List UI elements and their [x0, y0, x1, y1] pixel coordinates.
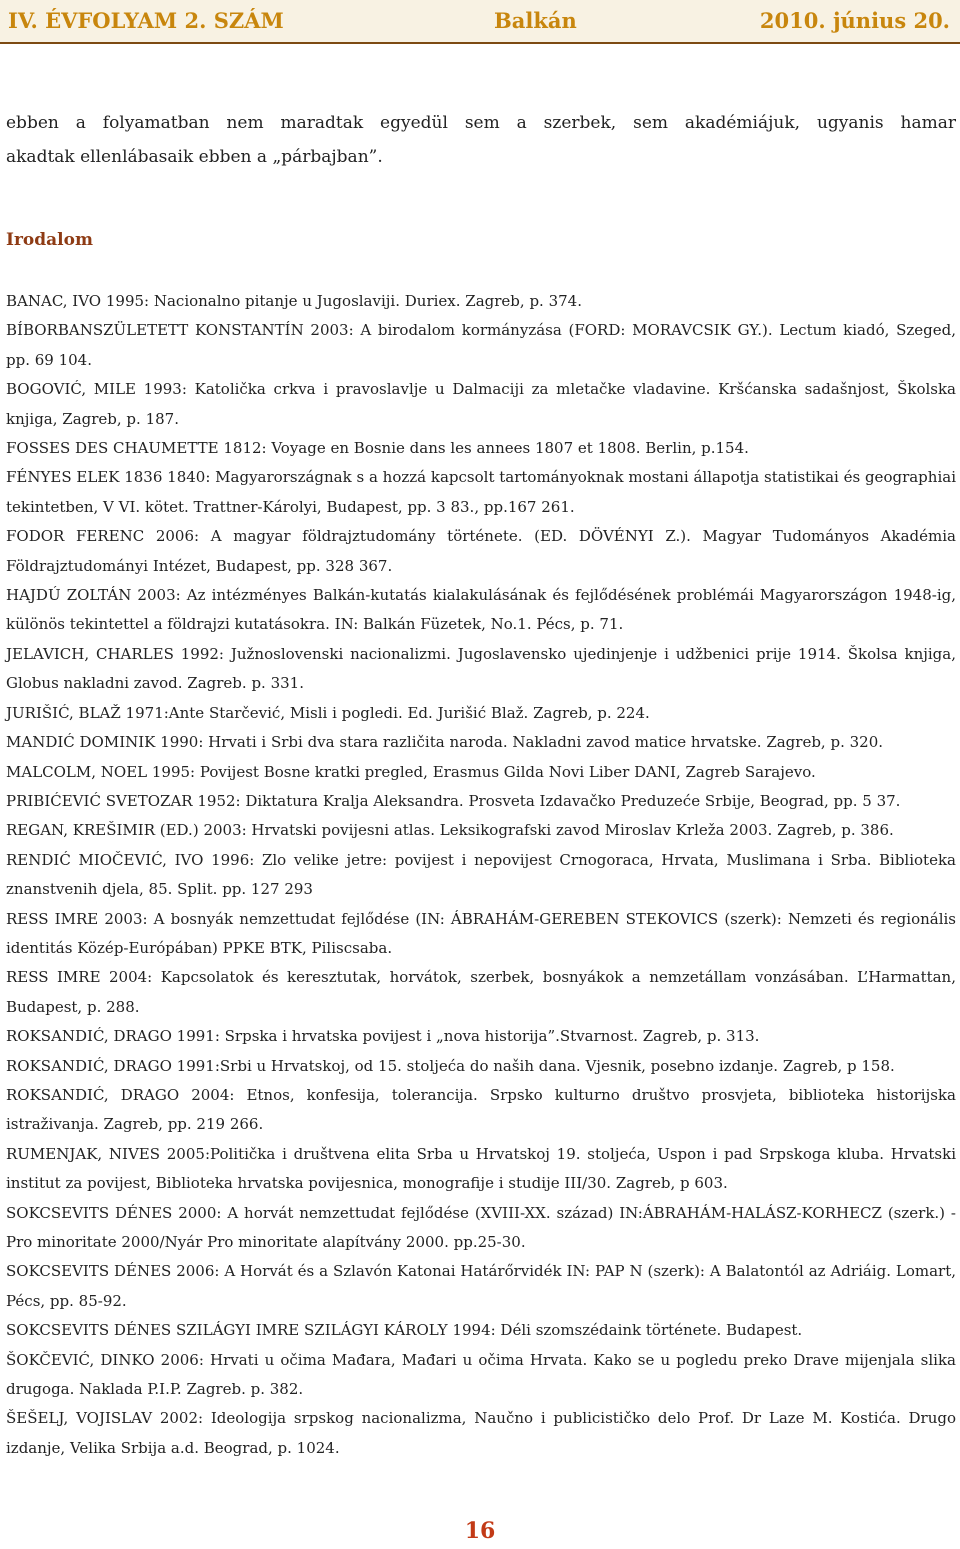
- reference-item: BANAC, IVO 1995: Nacionalno pitanje u Jugoslaviji. Duriex. Zagreb, p. 374.: [6, 292, 582, 310]
- intro-line-1: ebben a folyamatban nem maradtak egyedül sem a szerbek, sem akadémiájuk, ugyanis hamar: [6, 113, 956, 133]
- reference-item: ROKSANDIĆ, DRAGO 2004: Etnos, konfesija, tolerancija. Srpsko kulturno društvo prosvjeta, biblioteka historijska istraživanja. Zagreb, pp. 219 266.: [6, 1085, 956, 1134]
- reference-item: MALCOLM, NOEL 1995: Povijest Bosne kratki pregled, Erasmus Gilda Novi Liber DANI, Zagreb Sarajevo.: [6, 762, 816, 781]
- reference-item: ŠOKČEVIĆ, DINKO 2006: Hrvati u očima Mađara, Mađari u očima Hrvata. Kako se u pogledu preko Drave mijenjala slika drugoga. Naklada P.I.P. Zagreb. p. 382.: [6, 1350, 956, 1399]
- reference-item: ŠEŠELJ, VOJISLAV 2002: Ideologija srpskog nacionalizma, Naučno i publicističko delo Prof. Dr Laze M. Kostića. Drugo izdanje, Velika Srbija a.d. Beograd, p. 1024.: [6, 1409, 956, 1457]
- section-heading: Irodalom: [6, 230, 93, 250]
- reference-item: RUMENJAK, NIVES 2005:Politička i društvena elita Srba u Hrvatskoj 19. stoljeća, Uspon i pad Srpskoga kluba. Hrvatski institut za povijest, Biblioteka hrvatska povijesnica, monografije i studije III/30. Zagreb, p 603.: [6, 1144, 956, 1193]
- header-title: Balkán: [494, 8, 577, 33]
- reference-item: RESS IMRE 2004: Kapcsolatok és keresztutak, horvátok, szerbek, bosnyákok a nemzetállam vonzásában. L’Harmattan, Budapest, p. 288.: [6, 968, 956, 1016]
- reference-item: BÍBORBANSZÜLETETT KONSTANTÍN 2003: A birodalom kormányzása (FORD: MORAVCSIK GY.). Lectum kiadó, Szeged, pp. 69 104.: [6, 321, 956, 369]
- reference-item: FODOR FERENC 2006: A magyar földrajztudomány története. (ED. DÖVÉNYI Z.). Magyar Tudományos Akadémia Földrajztudományi Intézet, Budapest, pp. 328 367.: [6, 527, 956, 575]
- page-header: [0, 0, 960, 44]
- reference-item: JURIŠIĆ, BLAŽ 1971:Ante Starčević, Misli i pogledi. Ed. Jurišić Blaž. Zagreb, p. 224.: [6, 703, 650, 722]
- reference-list: [6, 287, 956, 1463]
- reference-item: SOKCSEVITS DÉNES SZILÁGYI IMRE SZILÁGYI KÁROLY 1994: Déli szomszédaink története. Budapest.: [6, 1321, 803, 1340]
- reference-item: RENDIĆ MIOČEVIĆ, IVO 1996: Zlo velike jetre: povijest i nepovijest Crnogoraca, Hrvata, Muslimana i Srba. Biblioteka znanstvenih djela, 85. Split. pp. 127 293: [6, 850, 956, 899]
- reference-item: ROKSANDIĆ, DRAGO 1991:Srbi u Hrvatskoj, od 15. stoljeća do naših dana. Vjesnik, posebno izdanje. Zagreb, p 158.: [6, 1056, 895, 1075]
- reference-item: PRIBIĆEVIĆ SVETOZAR 1952: Diktatura Kralja Aleksandra. Prosveta Izdavačko Preduzeće Srbije, Beograd, pp. 5 37.: [6, 791, 901, 810]
- reference-item: RESS IMRE 2003: A bosnyák nemzettudat fejlődése (IN: ÁBRAHÁM-GEREBEN STEKOVICS (szerk): Nemzeti és regionális identitás Közép-Európában) PPKE BTK, Piliscsaba.: [6, 909, 956, 957]
- reference-item: HAJDÚ ZOLTÁN 2003: Az intézményes Balkán-kutatás kialakulásának és fejlődésének problémái Magyarországon 1948-ig, különös tekintettel a földrajzi kutatásokra. IN: Balkán Füzetek, No.1. Pécs, p. 71.: [6, 586, 956, 634]
- reference-item: FOSSES DES CHAUMETTE 1812: Voyage en Bosnie dans les annees 1807 et 1808. Berlin, p.154.: [6, 439, 749, 458]
- reference-item: SOKCSEVITS DÉNES 2006: A Horvát és a Szlavón Katonai Határőrvidék IN: PAP N (szerk): A Balatontól az Adriáig. Lomart, Pécs, pp. 85-92.: [6, 1262, 956, 1310]
- reference-item: FÉNYES ELEK 1836 1840: Magyarországnak s a hozzá kapcsolt tartományoknak mostani állapotja statistikai és geographiai tekintetben, V VI. kötet. Trattner-Károlyi, Budapest, pp. 3 83., pp.167 261.: [6, 468, 956, 516]
- reference-item: ROKSANDIĆ, DRAGO 1991: Srpska i hrvatska povijest i „nova historija”.Stvarnost. Zagreb, p. 313.: [6, 1027, 760, 1046]
- reference-item: SOKCSEVITS DÉNES 2000: A horvát nemzettudat fejlődése (XVIII-XX. század) IN:ÁBRAHÁM-HALÁSZ-KORHECZ (szerk.) - Pro minoritate 2000/Nyár Pro minoritate alapítvány 2000. pp.25-30.: [6, 1203, 956, 1251]
- intro-paragraph: [6, 106, 956, 174]
- intro-line-2: akadtak ellenlábasaik ebben a „párbajban”.: [6, 147, 383, 167]
- reference-item: REGAN, KREŠIMIR (ED.) 2003: Hrvatski povijesni atlas. Leksikografski zavod Miroslav Krleža 2003. Zagreb, p. 386.: [6, 821, 894, 840]
- reference-item: BOGOVIĆ, MILE 1993: Katolička crkva i pravoslavlje u Dalmaciji za mletačke vladavine. Kršćanska sadašnjost, Školska knjiga, Zagreb, p. 187.: [6, 380, 956, 428]
- reference-item: MANDIĆ DOMINIK 1990: Hrvati i Srbi dva stara različita naroda. Nakladni zavod matice hrvatske. Zagreb, p. 320.: [6, 733, 884, 752]
- header-volume: IV. ÉVFOLYAM 2. SZÁM: [8, 8, 284, 33]
- header-date: 2010. június 20.: [759, 8, 950, 33]
- page-number: 16: [464, 1518, 496, 1544]
- reference-item: JELAVICH, CHARLES 1992: Južnoslovenski nacionalizmi. Jugoslavensko ujedinjenje i udžbenici prije 1914. Školsa knjiga, Globus nakladni zavod. Zagreb. p. 331.: [6, 644, 956, 693]
